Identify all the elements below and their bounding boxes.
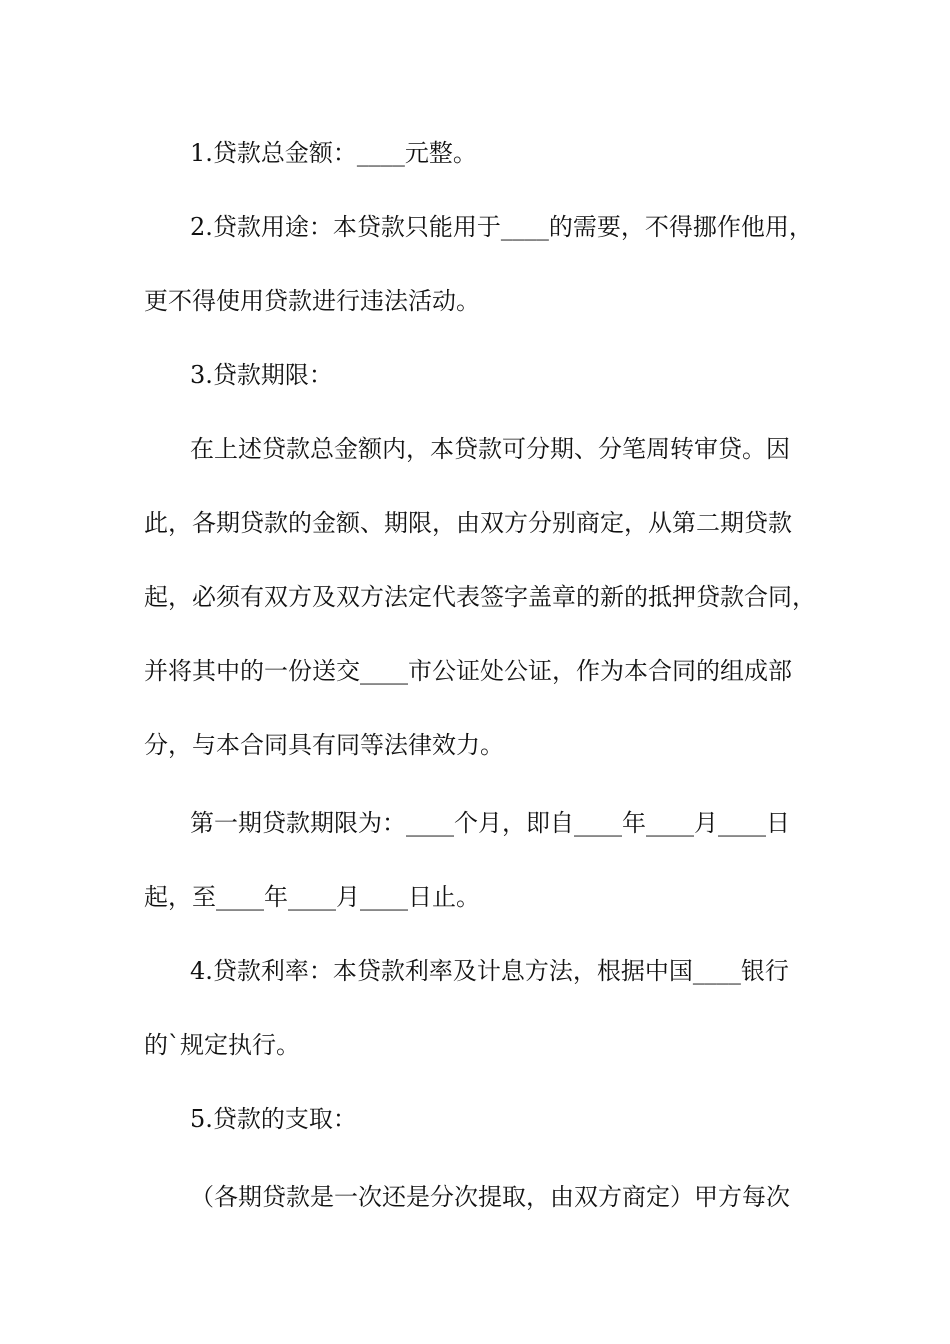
clause-3-paragraph-line-1: 在上述贷款总金额内，本贷款可分期、分笔周转审贷。因: [190, 435, 790, 463]
first-period-term-line-2: 起，至____年____月____日止。: [144, 883, 480, 911]
clause-4-interest-rate: 4.贷款利率：本贷款利率及计息方法，根据中国____银行: [190, 957, 789, 985]
clause-2-purpose-cont: 更不得使用贷款进行违法活动。: [144, 287, 480, 315]
clause-3-paragraph-line-3: 起，必须有双方及双方法定代表签字盖章的新的抵押贷款合同，: [144, 583, 816, 611]
clause-2-purpose: 2.贷款用途：本贷款只能用于____的需要，不得挪作他用，: [190, 213, 813, 241]
clause-5-withdrawal-heading: 5.贷款的支取：: [190, 1105, 357, 1133]
clause-3-paragraph-line-5: 分，与本合同具有同等法律效力。: [144, 731, 504, 759]
clause-1-total-amount: 1.贷款总金额：____元整。: [190, 139, 477, 167]
clause-3-term-heading: 3.贷款期限：: [190, 361, 333, 389]
clause-3-paragraph-line-2: 此，各期贷款的金额、期限，由双方分别商定，从第二期贷款: [144, 509, 792, 537]
clause-3-paragraph-line-4: 并将其中的一份送交____市公证处公证，作为本合同的组成部: [144, 657, 792, 685]
first-period-term-line-1: 第一期贷款期限为：____个月，即自____年____月____日: [190, 809, 790, 837]
clause-4-interest-rate-cont: 的`规定执行。: [144, 1031, 300, 1059]
clause-5-paragraph-line-1: （各期贷款是一次还是分次提取，由双方商定）甲方每次: [190, 1183, 790, 1211]
